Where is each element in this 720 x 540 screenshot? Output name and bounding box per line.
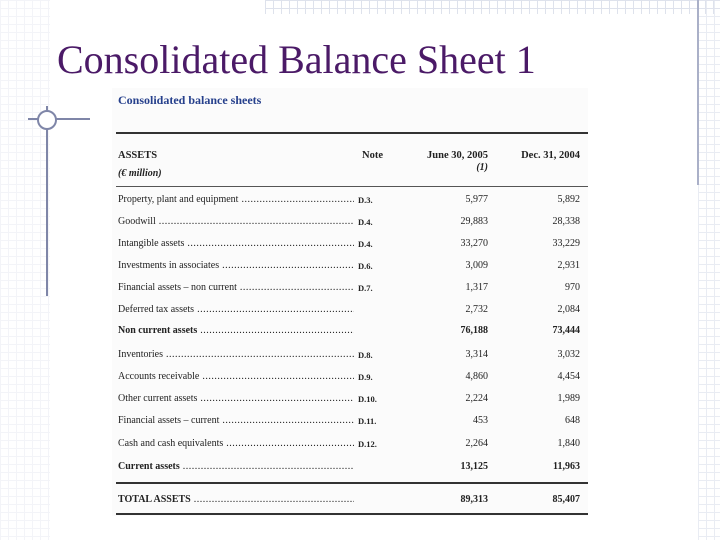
table-row — [112, 438, 588, 454]
row-label: Non current assets ..... — [118, 325, 354, 336]
table-row — [112, 282, 588, 298]
row-value-2004: 2,084 — [557, 304, 580, 315]
row-value-2005: 13,125 — [460, 461, 488, 472]
header-unit: (€ million) — [118, 168, 162, 179]
row-note: D.3. — [358, 195, 373, 205]
row-label: Property, plant and equipment ..... — [118, 194, 354, 205]
row-label: Accounts receivable ..... — [118, 371, 354, 382]
row-value-2004: 33,229 — [552, 238, 580, 249]
row-label: TOTAL ASSETS ..... — [118, 494, 354, 505]
row-label: Deferred tax assets ..... — [118, 304, 354, 315]
row-value-2005: 76,188 — [460, 325, 488, 336]
row-value-2004: 4,454 — [557, 371, 580, 382]
table-row — [112, 194, 588, 210]
header-col1-footnote: (1) — [476, 162, 488, 173]
row-label: Inventories ..... — [118, 349, 354, 360]
row-label: Financial assets – current ..... — [118, 415, 354, 426]
header-assets: ASSETS — [118, 150, 158, 161]
grid-texture-right — [698, 0, 720, 540]
total-row — [112, 494, 588, 510]
slide-title: Consolidated Balance Sheet 1 — [57, 37, 536, 82]
table-row — [112, 393, 588, 409]
table-row — [112, 304, 588, 320]
row-label: Current assets ..... — [118, 461, 354, 472]
row-value-2005: 29,883 — [460, 216, 488, 227]
grid-texture-left — [0, 0, 50, 540]
row-note: D.10. — [358, 394, 377, 404]
row-label: Cash and cash equivalents ..... — [118, 438, 354, 449]
row-value-2004: 648 — [565, 415, 580, 426]
row-value-2005: 33,270 — [460, 238, 488, 249]
row-value-2005: 1,317 — [465, 282, 488, 293]
table-row — [112, 349, 588, 365]
row-value-2005: 5,977 — [465, 194, 488, 205]
row-value-2004: 1,840 — [557, 438, 580, 449]
header-col2: Dec. 31, 2004 — [521, 150, 580, 161]
row-value-2005: 2,224 — [465, 393, 488, 404]
table-row — [112, 415, 588, 431]
sheet-title: Consolidated balance sheets — [118, 93, 262, 107]
row-note: D.11. — [358, 416, 377, 426]
total-rule — [116, 482, 588, 484]
row-note: D.7. — [358, 283, 373, 293]
row-value-2004: 970 — [565, 282, 580, 293]
row-value-2005: 3,314 — [465, 349, 488, 360]
row-value-2004: 85,407 — [552, 494, 580, 505]
row-value-2004: 3,032 — [557, 349, 580, 360]
row-value-2004: 5,892 — [557, 194, 580, 205]
row-value-2004: 1,989 — [557, 393, 580, 404]
bottom-rule — [116, 513, 588, 515]
row-value-2005: 4,860 — [465, 371, 488, 382]
row-note: D.9. — [358, 372, 373, 382]
row-value-2005: 453 — [473, 415, 488, 426]
row-value-2005: 3,009 — [465, 260, 488, 271]
subtotal-row-current — [112, 461, 588, 477]
row-value-2004: 11,963 — [553, 461, 580, 472]
table-row — [112, 260, 588, 276]
row-note: D.4. — [358, 239, 373, 249]
row-label: Investments in associates ..... — [118, 260, 354, 271]
row-value-2005: 2,732 — [465, 304, 488, 315]
row-note: D.6. — [358, 261, 373, 271]
header-note: Note — [362, 150, 383, 161]
grid-texture-top — [265, 0, 720, 14]
row-note: D.8. — [358, 350, 373, 360]
header-rule — [116, 186, 588, 187]
crosshair-ornament-circle — [37, 110, 57, 130]
row-label: Other current assets ..... — [118, 393, 354, 404]
row-label: Goodwill ..... — [118, 216, 354, 227]
table-row — [112, 216, 588, 232]
balance-sheet-image — [112, 88, 588, 516]
table-row — [112, 371, 588, 387]
row-value-2004: 28,338 — [552, 216, 580, 227]
row-label: Intangible assets ..... — [118, 238, 354, 249]
row-note: D.4. — [358, 217, 373, 227]
row-value-2004: 2,931 — [557, 260, 580, 271]
crosshair-ornament-vertical — [46, 106, 48, 296]
header-col1: June 30, 2005 — [427, 150, 488, 161]
row-value-2005: 89,313 — [460, 494, 488, 505]
row-value-2005: 2,264 — [465, 438, 488, 449]
row-note: D.12. — [358, 439, 377, 449]
subtotal-row-non-current — [112, 325, 588, 341]
decorative-vertical-line — [697, 0, 699, 185]
table-row — [112, 238, 588, 254]
row-label: Financial assets – non current ..... — [118, 282, 354, 293]
row-value-2004: 73,444 — [552, 325, 580, 336]
top-rule — [116, 132, 588, 134]
